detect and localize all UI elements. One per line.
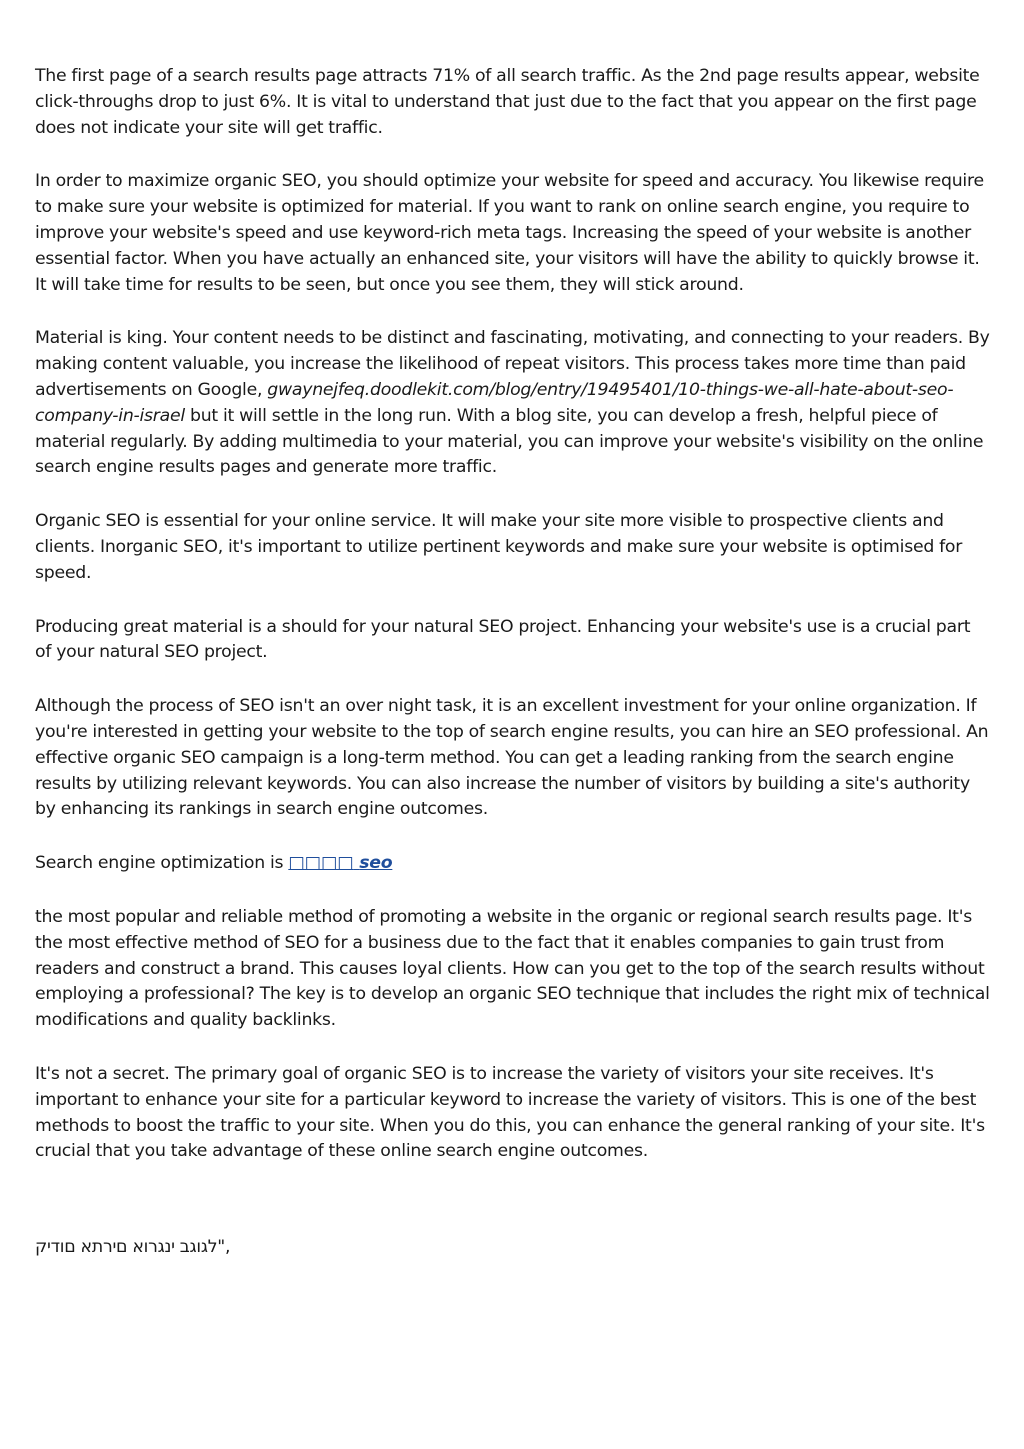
paragraph-text: Search engine optimization is	[35, 853, 289, 874]
paragraph-material-is-king	[35, 326, 990, 481]
seo-link[interactable]	[288, 853, 392, 873]
paragraph-not-a-secret: It's not a secret. The primary goal of organic SEO is to increase the variety of visitors your site receives. It's important to enhance your site for a particular keyword to increase the variety of visitors. This is one of the best methods to boost the traffic to your site. When you do this, you can enhance the general ranking of your site. It's crucial that you take advantage of these online search engine outcomes.	[35, 1063, 985, 1162]
paragraph-text: but it will settle in the long run. With a blog site, you can develop a fresh, helpful piece of material regularly. By adding multimedia to your material, you can improve your website's visibility on the online search engine results pages and generate more traffic.	[35, 405, 984, 478]
link-word: seo	[359, 853, 393, 874]
paragraph-text: Material is king. Your content needs to be distinct and fascinating, motivating, and connecting to your readers. By making content valuable, you increase the likelihood of repeat visitors. This process takes more time than paid advertisements on Google,	[35, 328, 990, 400]
paragraph-popular-reliable-method: the most popular and reliable method of promoting a website in the organic or regional search results page. It's the most effective method of SEO for a business due to the fact that it enables companies to gain trust from readers and construct a brand. This causes loyal clients. How can you get to the top of the search results without employing a professional? The key is to develop an organic SEO technique that includes the right mix of technical modifications and quality backlinks.	[35, 906, 990, 1031]
link-glyphs: □□□□	[288, 853, 354, 874]
paragraph-hebrew-text: לגוגב ינגרוא םירתא םודיק",	[35, 1237, 231, 1257]
inline-url-text: gwaynejfeq.doodlekit.com/blog/entry/19495401/10-things-we-all-hate-about-seo-company-in-israel	[35, 379, 954, 426]
paragraph-maximize-organic-seo: In order to maximize organic SEO, you should optimize your website for speed and accuracy. You likewise require to make sure your website is optimized for material. If you want to rank on online search engine, you require to improve your website's speed and use keyword-rich meta tags. Increasing the speed of your website is another essential factor. When you have actually an enhanced site, your visitors will have the ability to quickly browse it. It will take time for results to be seen, but once you see them, they will stick around.	[35, 171, 984, 295]
paragraph-search-engine-optimization	[35, 851, 990, 877]
article-body	[35, 64, 990, 1193]
paragraph-first-page-traffic: The first page of a search results page attracts 71% of all search traffic. As the 2nd page results appear, website click-throughs drop to just 6%. It is vital to understand that just due to the fact that you appear on the first page does not indicate your site will get traffic.	[35, 66, 980, 138]
paragraph-organic-seo-essential: Organic SEO is essential for your online service. It will make your site more visible to prospective clients and clients. Inorganic SEO, it's important to utilize pertinent keywords and make sure your website is optimised for speed.	[35, 511, 963, 583]
paragraph-seo-investment: Although the process of SEO isn't an over night task, it is an excellent investment for your online organization. If you're interested in getting your website to the top of search engine results, you can hire an SEO professional. An effective organic SEO campaign is a long-term method. You can get a leading ranking from the search engine results by utilizing relevant keywords. You can also increase the number of visitors by building a site's authority by enhancing its rankings in search engine outcomes.	[35, 696, 989, 820]
paragraph-producing-material: Producing great material is a should for your natural SEO project. Enhancing your website's use is a crucial part of your natural SEO project.	[35, 616, 971, 663]
